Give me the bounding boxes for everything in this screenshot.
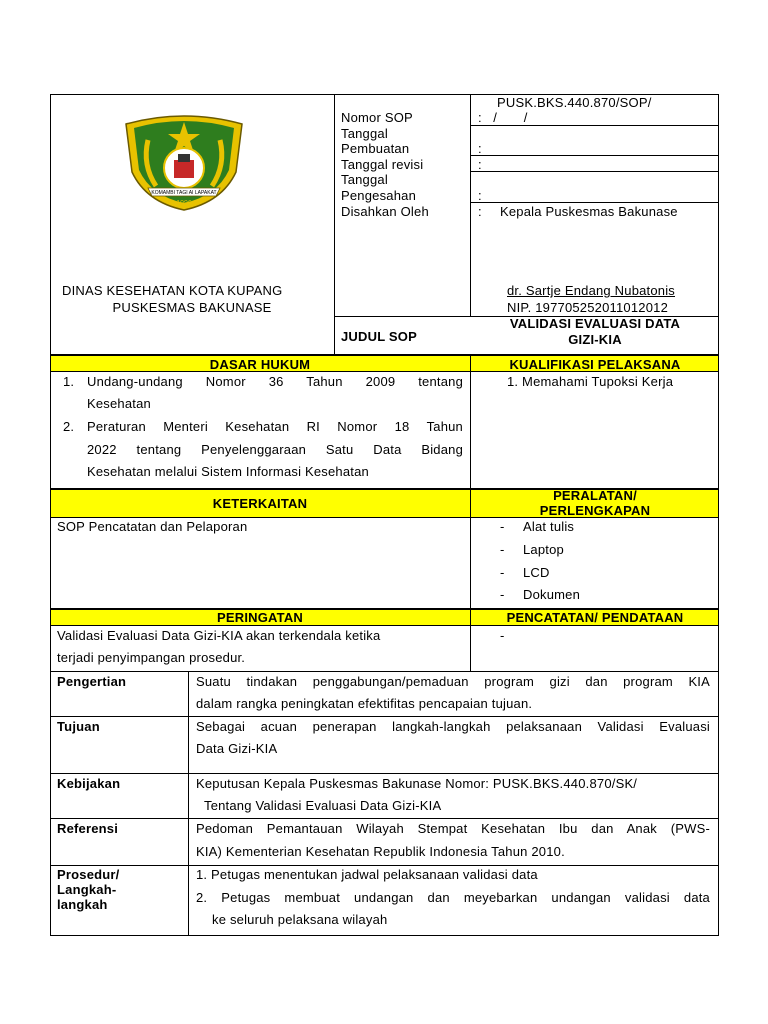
peralatan-dash: -: [500, 519, 505, 534]
peringatan-line1: Validasi Evaluasi Data Gizi-KIA akan terkendala ketika: [57, 628, 381, 643]
dasar-hukum-item2-line3: Kesehatan melalui Sistem Informasi Kesehatan: [87, 464, 369, 479]
peralatan-dash: -: [500, 542, 505, 557]
tgl-sah-value: :: [478, 188, 482, 203]
agency-line1: DINAS KESEHATAN KOTA KUPANG: [62, 283, 283, 298]
tujuan-label: Tujuan: [57, 719, 100, 734]
dasar-hukum-item1-num: 1.: [63, 374, 75, 389]
disahkan-colon: :: [478, 204, 482, 219]
peringatan-heading: PERINGATAN: [216, 610, 304, 625]
prosedur-item1: 1. Petugas menentukan jadwal pelaksanaan validasi data: [196, 867, 538, 882]
pencatatan-value: -: [500, 628, 505, 643]
nomor-value: PUSK.BKS.440.870/SOP/: [497, 95, 652, 110]
row-line: [470, 125, 719, 126]
pencatatan-heading: PENCATATAN/ PENDATAAN: [506, 610, 684, 625]
keterkaitan-text: SOP Pencatatan dan Pelaporan: [57, 519, 248, 534]
header-value-divider: [470, 94, 471, 316]
tujuan-line1: Sebagai acuan penerapan langkah-langkah pelaksanaan Validasi Evaluasi: [196, 719, 710, 734]
referensi-line2: KIA) Kementerian Kesehatan Republik Indonesia Tahun 2010.: [196, 844, 565, 859]
signer-nip: NIP. 197705252011012012: [507, 300, 668, 315]
dasar-hukum-item1-line1: Undang-undang Nomor 36 Tahun 2009 tentang: [87, 374, 463, 389]
pengertian-line2: dalam rangka peningkatan efektifitas pencapaian tujuan.: [196, 696, 533, 711]
peralatan-heading1: PERALATAN/: [553, 488, 637, 503]
agency-line2: PUSKESMAS BAKUNASE: [112, 300, 272, 315]
prosedur-label3: langkah: [57, 897, 108, 912]
col-line: [188, 671, 189, 936]
peralatan-dash: -: [500, 587, 505, 602]
pengertian-line1: Suatu tindakan penggabungan/pemaduan program gizi dan program KIA: [196, 674, 710, 689]
row-line: [50, 716, 719, 717]
tgl-revisi-label: Tanggal revisi: [341, 157, 424, 172]
prosedur-item2-line2: ke seluruh pelaksana wilayah: [212, 912, 388, 927]
judul-value1: VALIDASI EVALUASI DATA: [509, 316, 681, 331]
kebijakan-label: Kebijakan: [57, 776, 121, 791]
judul-label: JUDUL SOP: [341, 329, 417, 344]
judul-value2: GIZI-KIA: [568, 332, 622, 347]
keterkaitan-heading: KETERKAITAN: [212, 496, 308, 511]
col-line: [470, 355, 471, 489]
tgl-sah-label2: Pengesahan: [341, 188, 417, 203]
logo-year: 1996: [176, 200, 192, 207]
peralatan-dash: -: [500, 565, 505, 580]
prosedur-item2-line1: 2. Petugas membuat undangan dan meyebarkan undangan validasi data: [196, 890, 710, 905]
kebijakan-line1: Keputusan Kepala Puskesmas Bakunase Nomor: PUSK.BKS.440.870/SK/: [196, 776, 638, 791]
disahkan-value: Kepala Puskesmas Bakunase: [500, 204, 678, 219]
row-line: [50, 625, 719, 626]
kualifikasi-item1: 1. Memahami Tupoksi Kerja: [507, 374, 674, 389]
signer-name: dr. Sartje Endang Nubatonis: [507, 283, 676, 298]
dasar-hukum-item1-line2: Kesehatan: [87, 396, 151, 411]
tgl-revisi-value: :: [478, 157, 482, 172]
peralatan-item: Alat tulis: [523, 519, 575, 534]
peralatan-item: Dokumen: [523, 587, 581, 602]
tgl-sah-label1: Tanggal: [341, 172, 388, 187]
coat-of-arms-logo: [118, 110, 250, 212]
peralatan-item: Laptop: [523, 542, 564, 557]
tgl-buat-label2: Pembuatan: [341, 141, 410, 156]
referensi-line1: Pedoman Pemantauan Wilayah Stempat Kesehatan Ibu dan Anak (PWS-: [196, 821, 710, 836]
row-line: [470, 171, 719, 172]
row-line: [470, 202, 719, 203]
nomor-value2: : / /: [478, 110, 528, 125]
row-line: [50, 818, 719, 819]
tgl-buat-value: :: [478, 141, 482, 156]
dasar-hukum-item2-line1: Peraturan Menteri Kesehatan RI Nomor 18 Tahun: [87, 419, 463, 434]
dasar-hukum-heading: DASAR HUKUM: [209, 357, 311, 372]
peralatan-heading2: PERLENGKAPAN: [539, 503, 651, 518]
referensi-label: Referensi: [57, 821, 119, 836]
tgl-buat-label1: Tanggal: [341, 126, 388, 141]
prosedur-label1: Prosedur/: [57, 867, 120, 882]
row-line: [470, 155, 719, 156]
kebijakan-line2: Tentang Validasi Evaluasi Data Gizi-KIA: [204, 798, 442, 813]
nomor-label: Nomor SOP: [341, 110, 413, 125]
pengertian-label: Pengertian: [57, 674, 127, 689]
peringatan-line2: terjadi penyimpangan prosedur.: [57, 650, 246, 665]
row-line: [50, 773, 719, 774]
peralatan-item: LCD: [523, 565, 550, 580]
dasar-hukum-item2-line2: 2022 tentang Penyelenggaraan Satu Data Bidang: [87, 442, 463, 457]
tujuan-line2: Data Gizi-KIA: [196, 741, 278, 756]
row-line: [50, 865, 719, 866]
disahkan-label: Disahkan Oleh: [341, 204, 429, 219]
prosedur-label2: Langkah-: [57, 882, 117, 897]
kualifikasi-heading: KUALIFIKASI PELAKSANA: [509, 357, 681, 372]
dasar-hukum-item2-num: 2.: [63, 419, 75, 434]
logo-motto: KOMAMBI TAGI AI LAPAKAT: [151, 190, 217, 196]
